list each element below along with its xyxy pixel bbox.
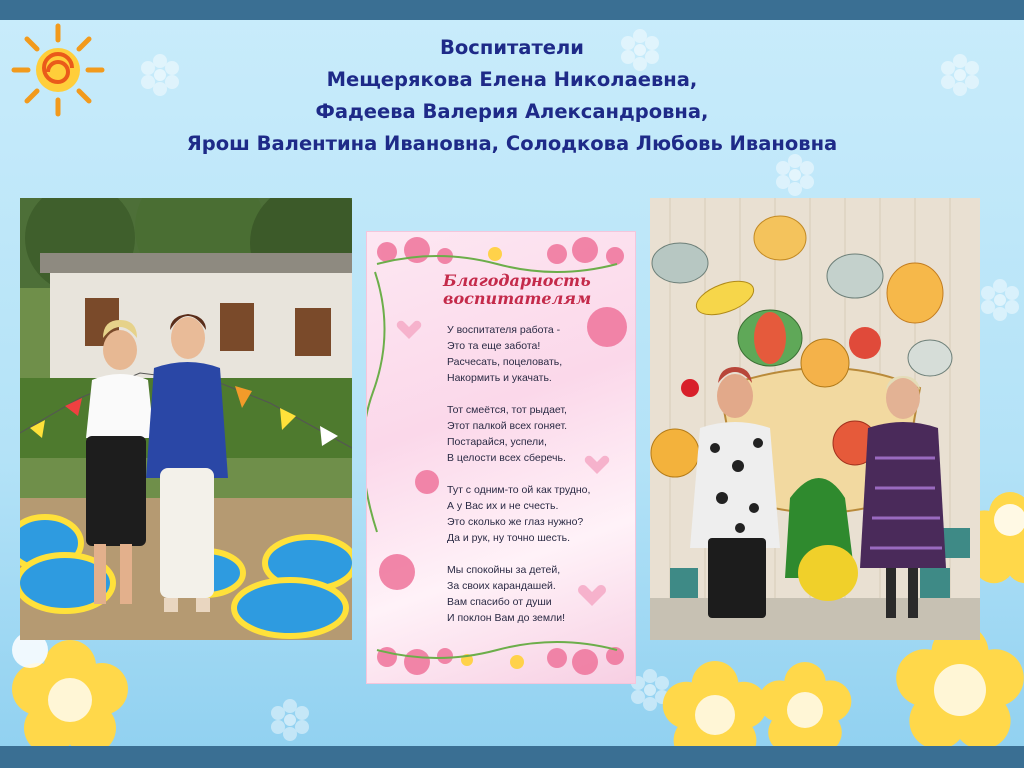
snowflake-icon	[981, 279, 1019, 321]
poem-line: Тут с одним-то ой как трудно,	[447, 484, 591, 496]
poem-line: В целости всех сберечь.	[447, 452, 566, 464]
sun-icon	[14, 26, 102, 114]
poem-line: Вам спасибо от души	[447, 596, 552, 608]
bottom-frame-bar	[0, 746, 1024, 768]
gratitude-poem-card	[366, 231, 636, 684]
snowflake-icon	[941, 54, 979, 96]
poem-line: Да и рук, ну точно шесть.	[447, 532, 571, 544]
title-line: Мещерякова Елена Николаевна,	[326, 68, 698, 91]
poem-line: А у Вас их и не счесть.	[447, 500, 559, 512]
poem-stanza	[447, 402, 617, 466]
poem-line: Тот смеётся, тот рыдает,	[447, 404, 567, 416]
snowflake-icon	[776, 154, 814, 196]
poem-line: И поклон Вам до земли!	[447, 612, 566, 624]
poem-stanza	[447, 482, 617, 546]
photo-teachers-indoors	[650, 198, 980, 640]
poem-text	[447, 322, 617, 642]
card-title-line: Благодарность	[443, 271, 591, 290]
slide-title	[120, 32, 904, 160]
snowflake-icon	[271, 699, 309, 741]
title-heading: Воспитатели	[440, 36, 584, 59]
poem-line: Это та еще забота!	[447, 340, 541, 352]
poem-line: Расчесать, поцеловать,	[447, 356, 563, 368]
photo-teachers-outdoors	[20, 198, 352, 640]
poem-line: Этот палкой всех гоняет.	[447, 420, 568, 432]
poem-stanza	[447, 562, 617, 626]
poem-stanza	[447, 322, 617, 386]
poem-line: Мы спокойны за детей,	[447, 564, 561, 576]
poem-line: У воспитателя работа -	[447, 324, 561, 336]
poem-line: За своих карандашей.	[447, 580, 556, 592]
card-title	[443, 271, 592, 308]
poem-line: Накормить и укачать.	[447, 372, 552, 384]
poem-line: Это сколько же глаз нужно?	[447, 516, 584, 528]
poem-line: Постарайся, успели,	[447, 436, 547, 448]
title-line: Фадеева Валерия Александровна,	[315, 100, 709, 123]
card-title-line: воспитателям	[443, 289, 592, 308]
title-line: Ярош Валентина Ивановна, Солодкова Любовь Ивановна	[186, 132, 838, 155]
